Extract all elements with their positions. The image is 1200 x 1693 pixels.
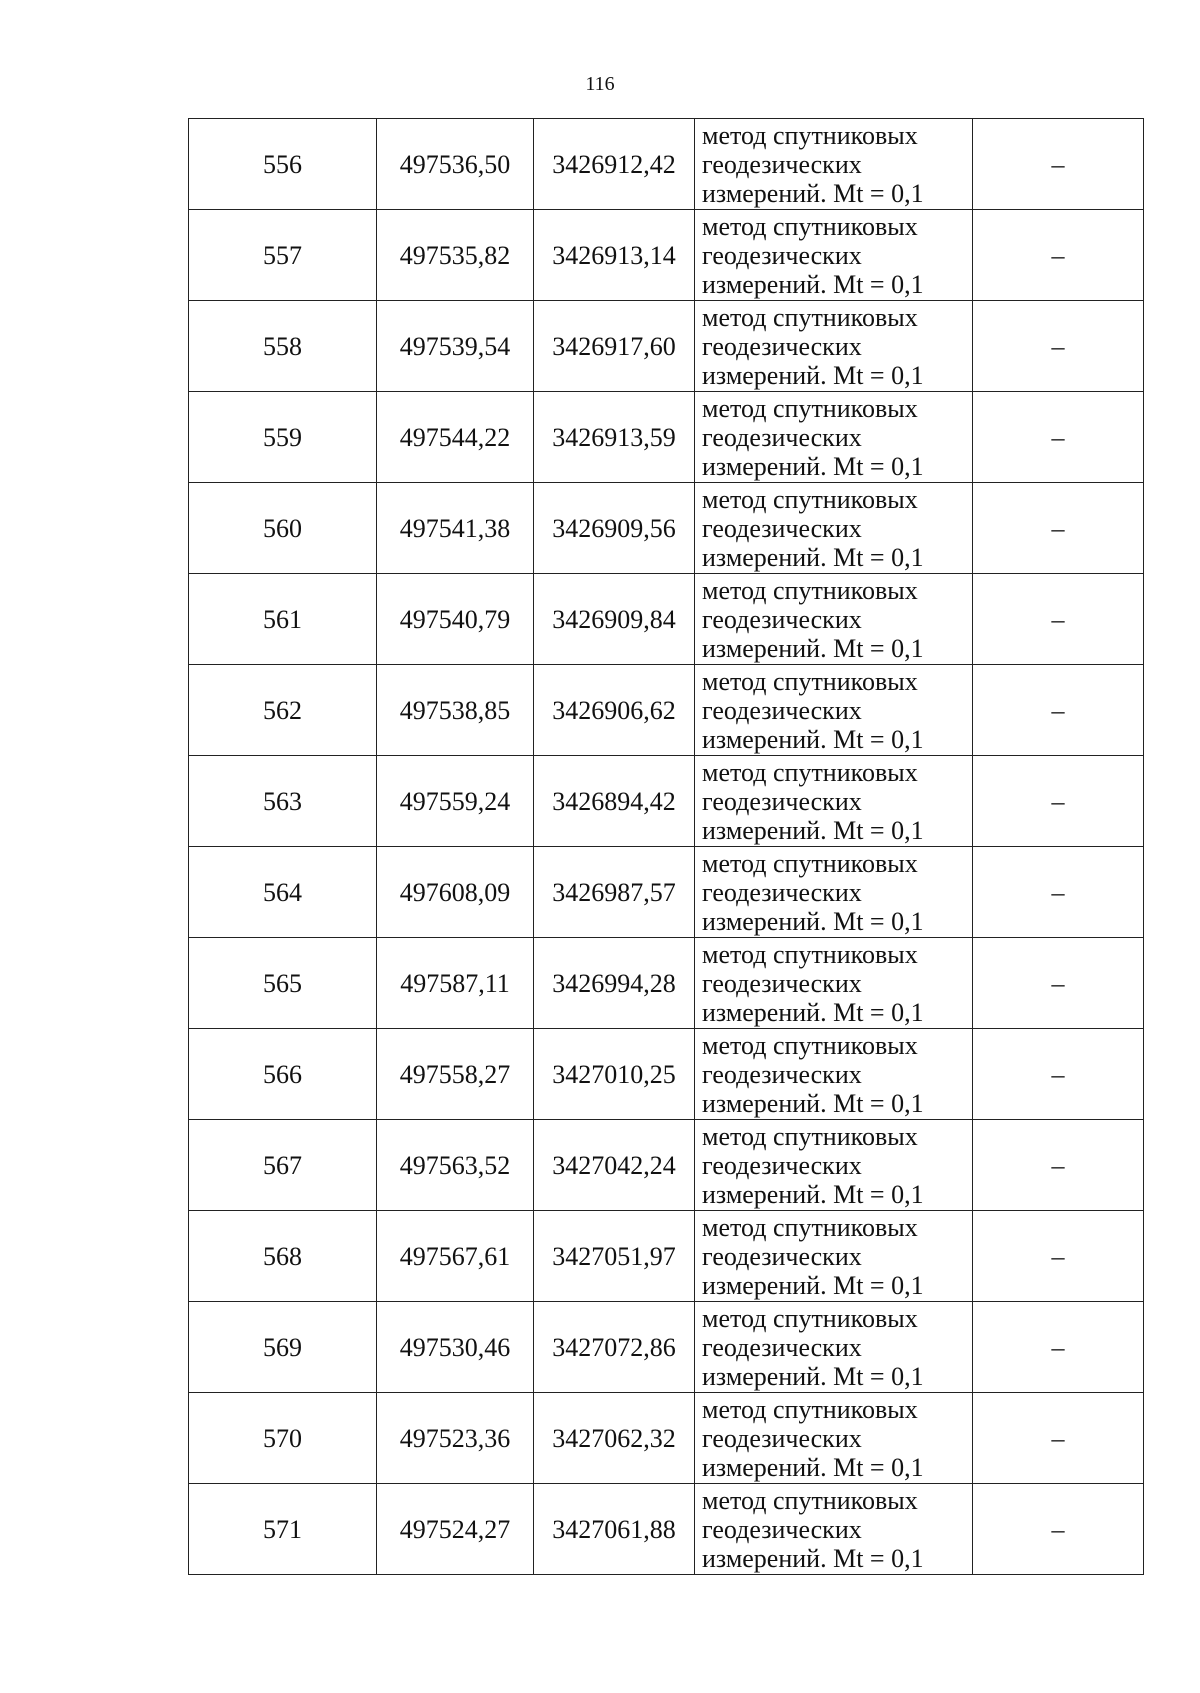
method-cell (695, 1302, 973, 1393)
method-line: измерений. Mt = 0,1 (702, 1452, 924, 1482)
note-cell: – (973, 1393, 1144, 1484)
method-line: измерений. Mt = 0,1 (702, 633, 924, 663)
method-line: геодезических (702, 604, 862, 634)
table-row (189, 1393, 1144, 1484)
point-number-cell: 570 (189, 1393, 377, 1484)
table-row (189, 210, 1144, 301)
method-cell (695, 119, 973, 210)
point-number-cell: 559 (189, 392, 377, 483)
point-number-cell: 568 (189, 1211, 377, 1302)
table-row (189, 1211, 1144, 1302)
method-cell (695, 665, 973, 756)
y-coordinate-cell: 3427062,32 (534, 1393, 695, 1484)
method-line: измерений. Mt = 0,1 (702, 1270, 924, 1300)
method-line: геодезических (702, 331, 862, 361)
table-row (189, 392, 1144, 483)
point-number-cell: 562 (189, 665, 377, 756)
method-line: геодезических (702, 149, 862, 179)
method-line: метод спутниковых (702, 666, 918, 696)
note-cell: – (973, 847, 1144, 938)
method-line: геодезических (702, 1423, 862, 1453)
method-line: метод спутниковых (702, 211, 918, 241)
note-cell: – (973, 1029, 1144, 1120)
method-line: геодезических (702, 422, 862, 452)
note-cell: – (973, 483, 1144, 574)
method-cell (695, 1211, 973, 1302)
y-coordinate-cell: 3426909,84 (534, 574, 695, 665)
method-line: измерений. Mt = 0,1 (702, 906, 924, 936)
method-line: метод спутниковых (702, 1303, 918, 1333)
method-line: геодезических (702, 1514, 862, 1544)
method-line: метод спутниковых (702, 1030, 918, 1060)
point-number-cell: 571 (189, 1484, 377, 1575)
method-line: геодезических (702, 695, 862, 725)
method-line: измерений. Mt = 0,1 (702, 1179, 924, 1209)
x-coordinate-cell: 497563,52 (377, 1120, 534, 1211)
table-row (189, 665, 1144, 756)
page-number: 116 (585, 73, 615, 95)
table-row (189, 301, 1144, 392)
method-line: геодезических (702, 513, 862, 543)
method-line: измерений. Mt = 0,1 (702, 542, 924, 572)
note-cell: – (973, 1484, 1144, 1575)
x-coordinate-cell: 497524,27 (377, 1484, 534, 1575)
method-line: геодезических (702, 877, 862, 907)
y-coordinate-cell: 3426917,60 (534, 301, 695, 392)
note-cell: – (973, 1302, 1144, 1393)
method-cell (695, 574, 973, 665)
table-row (189, 1029, 1144, 1120)
y-coordinate-cell: 3426912,42 (534, 119, 695, 210)
table-row (189, 574, 1144, 665)
point-number-cell: 569 (189, 1302, 377, 1393)
method-line: измерений. Mt = 0,1 (702, 1543, 924, 1573)
method-cell (695, 1029, 973, 1120)
method-cell (695, 756, 973, 847)
y-coordinate-cell: 3427061,88 (534, 1484, 695, 1575)
method-cell (695, 1120, 973, 1211)
x-coordinate-cell: 497558,27 (377, 1029, 534, 1120)
x-coordinate-cell: 497535,82 (377, 210, 534, 301)
method-line: измерений. Mt = 0,1 (702, 1361, 924, 1391)
method-line: геодезических (702, 240, 862, 270)
method-line: метод спутниковых (702, 302, 918, 332)
note-cell: – (973, 210, 1144, 301)
x-coordinate-cell: 497536,50 (377, 119, 534, 210)
method-line: геодезических (702, 786, 862, 816)
note-cell: – (973, 665, 1144, 756)
x-coordinate-cell: 497559,24 (377, 756, 534, 847)
method-cell (695, 392, 973, 483)
y-coordinate-cell: 3426894,42 (534, 756, 695, 847)
note-cell: – (973, 119, 1144, 210)
method-line: геодезических (702, 1241, 862, 1271)
coordinates-table (188, 118, 1144, 1575)
x-coordinate-cell: 497540,79 (377, 574, 534, 665)
method-cell (695, 847, 973, 938)
method-line: метод спутниковых (702, 1394, 918, 1424)
method-line: метод спутниковых (702, 120, 918, 150)
note-cell: – (973, 1211, 1144, 1302)
table-row (189, 1484, 1144, 1575)
x-coordinate-cell: 497567,61 (377, 1211, 534, 1302)
note-cell: – (973, 301, 1144, 392)
table-row (189, 483, 1144, 574)
point-number-cell: 556 (189, 119, 377, 210)
note-cell: – (973, 1120, 1144, 1211)
method-line: измерений. Mt = 0,1 (702, 815, 924, 845)
table-row (189, 756, 1144, 847)
y-coordinate-cell: 3426906,62 (534, 665, 695, 756)
method-cell (695, 1484, 973, 1575)
x-coordinate-cell: 497530,46 (377, 1302, 534, 1393)
table-row (189, 847, 1144, 938)
table-body (189, 119, 1144, 1575)
method-line: измерений. Mt = 0,1 (702, 997, 924, 1027)
y-coordinate-cell: 3426994,28 (534, 938, 695, 1029)
y-coordinate-cell: 3427051,97 (534, 1211, 695, 1302)
point-number-cell: 561 (189, 574, 377, 665)
point-number-cell: 557 (189, 210, 377, 301)
method-cell (695, 938, 973, 1029)
x-coordinate-cell: 497608,09 (377, 847, 534, 938)
method-line: метод спутниковых (702, 1485, 918, 1515)
method-line: измерений. Mt = 0,1 (702, 724, 924, 754)
table-row (189, 119, 1144, 210)
method-cell (695, 301, 973, 392)
method-line: геодезических (702, 968, 862, 998)
y-coordinate-cell: 3427042,24 (534, 1120, 695, 1211)
y-coordinate-cell: 3427072,86 (534, 1302, 695, 1393)
method-line: измерений. Mt = 0,1 (702, 178, 924, 208)
point-number-cell: 565 (189, 938, 377, 1029)
table-row (189, 1120, 1144, 1211)
x-coordinate-cell: 497538,85 (377, 665, 534, 756)
note-cell: – (973, 574, 1144, 665)
x-coordinate-cell: 497539,54 (377, 301, 534, 392)
table-row (189, 1302, 1144, 1393)
method-line: геодезических (702, 1059, 862, 1089)
y-coordinate-cell: 3427010,25 (534, 1029, 695, 1120)
method-line: измерений. Mt = 0,1 (702, 269, 924, 299)
method-line: измерений. Mt = 0,1 (702, 360, 924, 390)
point-number-cell: 560 (189, 483, 377, 574)
method-line: измерений. Mt = 0,1 (702, 1088, 924, 1118)
method-cell (695, 1393, 973, 1484)
x-coordinate-cell: 497523,36 (377, 1393, 534, 1484)
method-line: геодезических (702, 1150, 862, 1180)
note-cell: – (973, 938, 1144, 1029)
note-cell: – (973, 756, 1144, 847)
y-coordinate-cell: 3426913,14 (534, 210, 695, 301)
x-coordinate-cell: 497541,38 (377, 483, 534, 574)
method-line: геодезических (702, 1332, 862, 1362)
method-line: метод спутниковых (702, 1212, 918, 1242)
method-line: метод спутниковых (702, 393, 918, 423)
method-line: метод спутниковых (702, 575, 918, 605)
method-line: метод спутниковых (702, 848, 918, 878)
y-coordinate-cell: 3426909,56 (534, 483, 695, 574)
point-number-cell: 566 (189, 1029, 377, 1120)
y-coordinate-cell: 3426913,59 (534, 392, 695, 483)
method-line: измерений. Mt = 0,1 (702, 451, 924, 481)
method-cell (695, 483, 973, 574)
method-line: метод спутниковых (702, 757, 918, 787)
method-line: метод спутниковых (702, 939, 918, 969)
table-row (189, 938, 1144, 1029)
point-number-cell: 563 (189, 756, 377, 847)
point-number-cell: 567 (189, 1120, 377, 1211)
y-coordinate-cell: 3426987,57 (534, 847, 695, 938)
method-cell (695, 210, 973, 301)
point-number-cell: 564 (189, 847, 377, 938)
method-line: метод спутниковых (702, 1121, 918, 1151)
x-coordinate-cell: 497587,11 (377, 938, 534, 1029)
note-cell: – (973, 392, 1144, 483)
point-number-cell: 558 (189, 301, 377, 392)
method-line: метод спутниковых (702, 484, 918, 514)
x-coordinate-cell: 497544,22 (377, 392, 534, 483)
